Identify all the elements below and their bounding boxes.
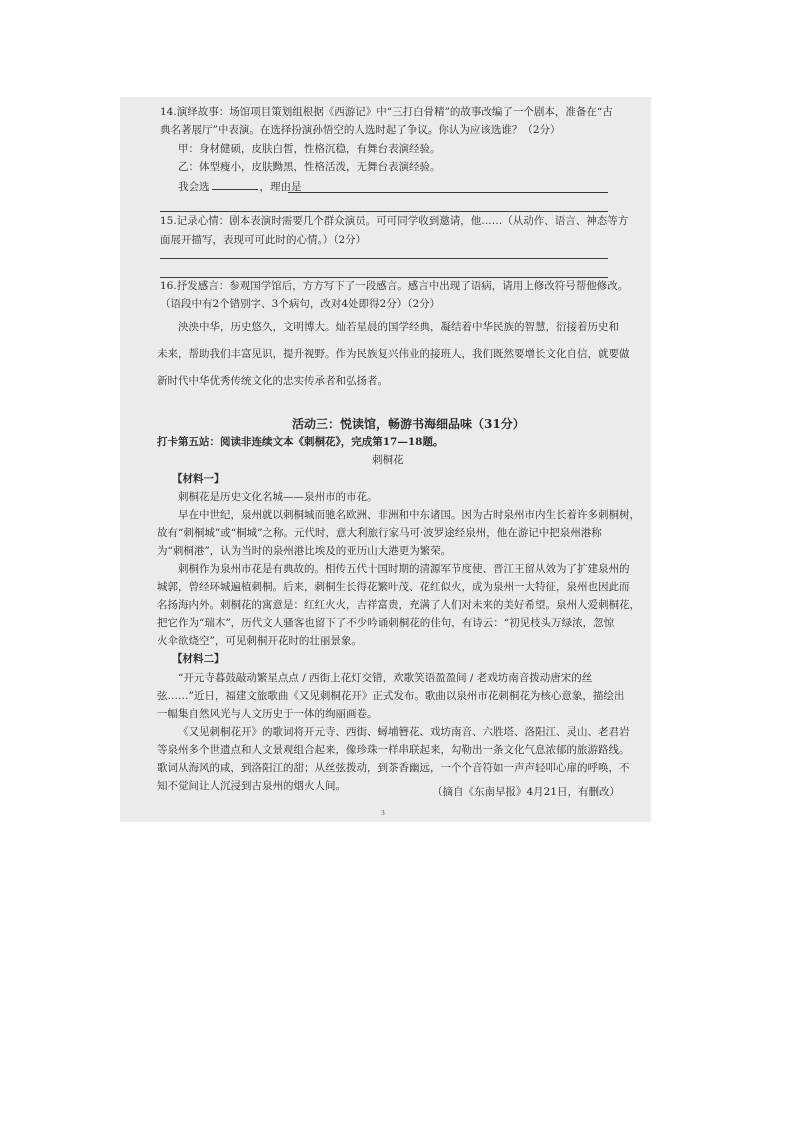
q16-line-2: （语段中有2个错别字、3个病句，改对4处即得2分）（2分）	[160, 298, 441, 310]
material-1-line: 把它作为“瑞木”，历代文人骚客也留下了不少吟诵刺桐花的佳句，有诗云：“初见枝头万绿浓，忽惊	[157, 617, 615, 629]
material-2-line: 弦……”近日，福建文旅歌曲《又见刺桐花开》正式发布。歌曲以泉州市花刺桐花为核心意象，描绘出	[157, 690, 625, 702]
material-2-line: 一幅集自然风光与人文历史于一体的绚丽画卷。	[157, 708, 378, 720]
activity-title: 活动三：悦读馆，畅游书海细品味（31分）	[292, 417, 525, 431]
material-1-line: 故有“刺桐城”或“桐城”之称。元代时，意大利旅行家马可·波罗途经泉州，他在游记中把泉州港称	[157, 527, 602, 539]
q14-answer-mid: ，理由是	[259, 181, 302, 193]
q14-answer-rule-2[interactable]	[160, 211, 608, 212]
material-2-line: 等泉州多个世遗点和人文景观组合起来，像珍珠一样串联起来，勾勒出一条文化气息浓郁的旅游路线。	[157, 744, 630, 756]
q14-choice-blank[interactable]	[212, 179, 258, 190]
q14-answer-line[interactable]	[178, 179, 302, 194]
material-1-line: 为“刺桐港”，认为当时的泉州港比埃及的亚历山大港更为繁荣。	[157, 545, 452, 557]
material-2-line: 歌词从海风的咸，到洛阳江的甜；从丝弦拨动，到茶香幽远，一个个音符如一声声轻叩心扉的呼唤，不	[157, 762, 630, 774]
q14-option-a: 甲：身材健硕，皮肤白皙，性格沉稳，有舞台表演经验。	[178, 143, 441, 155]
source-citation: （摘自《东南早报》4月21日，有删改）	[432, 786, 621, 798]
material-2-line: 《又见刺桐花开》的歌词将开元寺、西街、蟳埔簪花、戏坊南音、六胜塔、洛阳江、灵山、老君岩	[178, 726, 630, 738]
stop-instruction: 打卡第五站：阅读非连续文本《刺桐花》，完成第17—18题。	[157, 436, 444, 448]
q14-reason-rule[interactable]	[288, 192, 608, 193]
q16-line-1: 16.抒发感言：参观国学馆后，方方写下了一段感言。感言中出现了语病，请用上修改符号帮他修改。	[160, 280, 629, 292]
material-1-label: 【材料一】	[172, 473, 225, 485]
q16-paragraph-3: 新时代中华优秀传统文化的忠实传承者和弘扬者。	[157, 375, 388, 387]
material-1-line: 早在中世纪，泉州就以刺桐城而驰名欧洲、非洲和中东诸国。因为古时泉州市内生长着许多刺桐树，	[178, 509, 640, 521]
material-1-line: 城郭，曾经环城遍植刺桐。后来，刺桐生长得花繁叶茂、花红似火，成为泉州一大特征，泉州也因此而	[157, 581, 630, 593]
material-1-line: 刺桐作为泉州市花是有典故的。相传五代十国时期的清源军节度使、晋江王留从效为了扩建泉州的	[178, 563, 630, 575]
q14-answer-prefix: 我会选	[178, 181, 210, 193]
q14-option-b: 乙：体型瘦小，皮肤黝黑，性格活泼，无舞台表演经验。	[178, 161, 441, 173]
material-1-line: 火伞欲烧空”，可见刺桐开花时的壮丽景象。	[157, 635, 362, 647]
text-title: 刺桐花	[372, 454, 404, 466]
q15-answer-rule-1[interactable]	[160, 258, 608, 259]
material-2-line: “开元寺暮鼓敲动繁星点点 / 西街上花灯交错，欢歌笑语盈盈间 / 老戏坊南音拨动唐宋的丝	[178, 672, 593, 684]
q14-line-2: 典名著展厅”中表演。在选择扮演孙悟空的人选时起了争议。你认为应该选谁？（2分）	[160, 124, 561, 136]
q15-answer-rule-2[interactable]	[160, 277, 608, 278]
material-2-line: 知不觉间让人沉浸到古泉州的烟火人间。	[157, 780, 346, 792]
material-2-label: 【材料二】	[172, 653, 225, 665]
q14-line-1: 14.演绎故事：场馆项目策划组根据《西游记》中“三打白骨精”的故事改编了一个剧本，准备在“古	[160, 106, 613, 118]
q16-paragraph-2: 未来，帮助我们丰富见识，提升视野。作为民族复兴伟业的接班人，我们既然要增长文化自信，就要做	[157, 348, 630, 360]
exam-sheet	[120, 97, 651, 822]
material-1-line: 名扬海内外。刺桐花的寓意是：红红火火，吉祥富贵，充满了人们对未来的美好希望。泉州人爱刺桐花，	[157, 599, 640, 611]
q16-paragraph-1: 泱泱中华，历史悠久，文明博大。灿若星晨的国学经典，凝结着中华民族的智慧，衍接着历史和	[178, 321, 619, 333]
q15-line-1: 15.记录心情：剧本表演时需要几个群众演员。可可同学收到邀请，他……（从动作、语言、神态等方	[160, 215, 629, 227]
q15-line-2: 面展开描写，表现可可此时的心情。）（2分）	[160, 234, 367, 246]
material-1-line: 刺桐花是历史文化名城——泉州市的市花。	[178, 491, 378, 503]
page-number: 3	[381, 810, 385, 817]
